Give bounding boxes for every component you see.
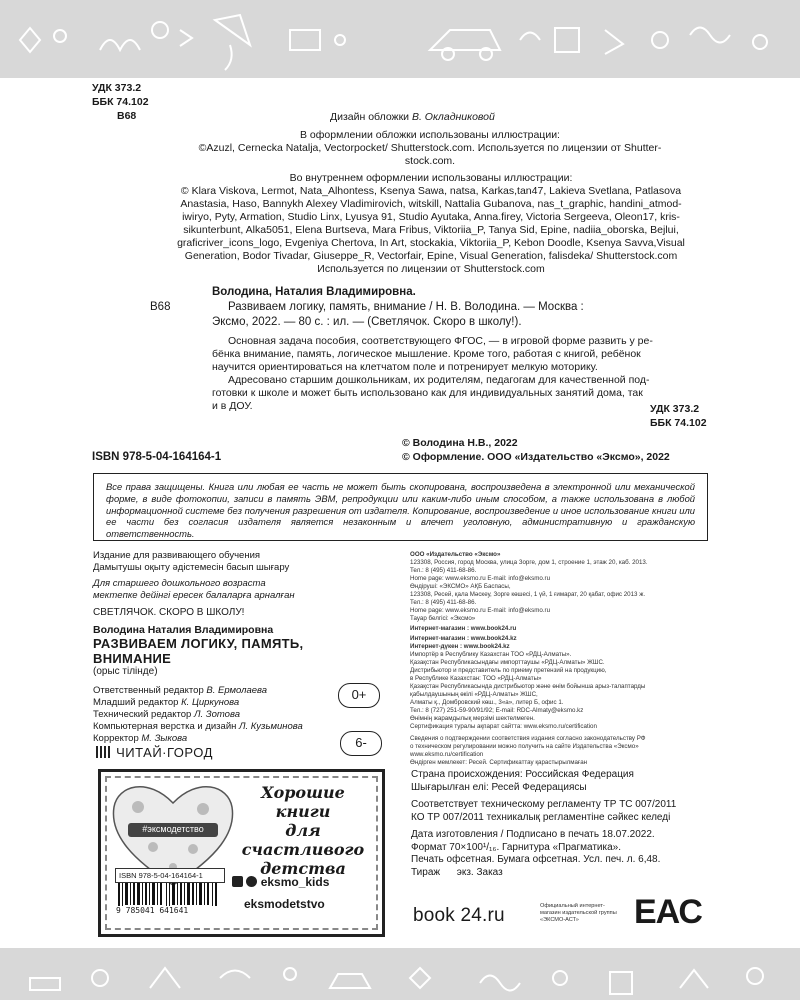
imprint-left	[93, 550, 393, 745]
cover-illustrations-block	[150, 129, 710, 168]
book24-note: Официальный интернет-магазин издательской группы «ЭКСМО-АСТ»	[540, 903, 617, 923]
copyright-design: © Оформление. ООО «Издательство «Эксмо», 2022	[402, 451, 670, 463]
doodle-border-top	[0, 0, 800, 78]
inner-illustrations-line: © Klara Viskova, Lermot, Nata_Alhontess, Ksenya Sawa, natsa, Karkas,tan47, Lakieva Svetlana, Patlasova	[180, 185, 682, 197]
publisher-line: Тел.: 8 (495) 411-68-86.	[410, 567, 477, 574]
publisher-line: Интернет-магазин : www.book24.ru	[410, 625, 517, 632]
publisher-line: қабылдаушының өкілі «РДЦ-Алматы» ЖШС,	[410, 691, 538, 698]
annotation-block	[212, 335, 712, 413]
inner-illustrations-line: Generation, Bodor Tivadar, Giuseppe_R, Vectorfair, Epine, Visual Generation, falisdeka/ Shutterstock.com	[184, 250, 678, 262]
staff-name: Л. Зотова	[193, 709, 240, 720]
promo-slogan	[228, 783, 378, 878]
catalog-author: Володина, Наталия Владимировна.	[212, 286, 416, 298]
cover-illustrations-line: stock.com.	[404, 155, 456, 167]
staff-role: Младший редактор	[93, 697, 179, 708]
staff-name: Л. Кузьминова	[239, 721, 303, 732]
box-icon	[30, 978, 60, 990]
publisher-line: Тел.: 8 (727) 251-59-90/91/92; E-mail: RDC-Almaty@eksmo.kz	[410, 707, 584, 714]
cover-design-line	[330, 111, 495, 124]
cover-illustrations-line: ©Azuzl, Cernecka Natalja, Vectorpocket/ Shutterstock.com. Используется по лицензии от Shutter-	[198, 142, 662, 154]
inner-illustrations-line: Anastasia, Haso, Bannykh Alexey Vladimirovich, witskill, Nattalia Gubanova, nas_t_graphic, handini_atmod-	[180, 198, 682, 210]
series-name: СВЕТЛЯЧОК. СКОРО В ШКОЛУ!	[93, 607, 245, 618]
bottom-decorative-band	[0, 948, 800, 1000]
publisher-line: в Республике Казахстан: ТОО «РДЦ-Алматы»	[410, 675, 542, 682]
staff-role: Компьютерная верстка и дизайн	[93, 721, 237, 732]
isbn: ISBN 978-5-04-164164-1	[92, 451, 222, 463]
publisher-line: 123308, Россия, город Москва, улица Зорге, дом 1, строение 1, этаж 20, каб. 2013.	[410, 559, 648, 566]
staff-row	[93, 709, 393, 721]
country-kz: Шығарылған елі: Ресей Федерациясы	[411, 781, 587, 793]
chitai-gorod-logo	[96, 745, 213, 761]
regulation-kz: КО ТР 007/2011 техникалық регламентіне сәйкес келеді	[411, 811, 671, 823]
publisher-line: Тел.: 8 (495) 411-68-86.	[410, 599, 477, 606]
inner-illustrations-line: sikunterbunt, Alka5051, Elena Burtseva, Mara Fribus, Viktoriia_P, Tanya Sid, Epine, nadiia_oborska, Bejlui,	[183, 224, 679, 236]
print-date: Дата изготовления / Подписано в печать 18.07.2022.	[411, 829, 655, 840]
staff-role: Корректор	[93, 733, 139, 744]
publisher-line: Home page: www.eksmo.ru E-mail: info@eksmo.ru	[410, 575, 551, 582]
publisher-line: Сведения о подтверждении соответствия издания согласно законодательству РФ	[410, 735, 646, 742]
annotation-line: готовки к школе и может быть использовано как для индивидуальных занятий дома, так	[212, 387, 643, 399]
run-line	[411, 867, 711, 880]
inner-illustrations-line: iwiryo, Pyty, Armation, Studio Linx, Lyusya 91, Studio Ayutaka, Anna.firey, Victoria Sergeeva, Oleon17, kris-	[182, 211, 680, 223]
box-icon	[290, 30, 320, 50]
annotation-line: научится ориентироваться на клетчатом поле и потренирует мелкую моторику.	[212, 361, 598, 373]
annotation-line: и в ДОУ.	[212, 400, 253, 412]
telegram-icon	[246, 876, 257, 887]
flower-icon	[553, 971, 567, 985]
cover-design-name: В. Окладниковой	[411, 111, 495, 123]
annotation-line: бёнка внимание, память, логическое мышление. Кроме того, работая с книгой, ребёнок	[212, 348, 641, 360]
cube-icon	[555, 28, 579, 52]
age-rating-badge: 6-	[340, 731, 382, 756]
production-block	[411, 769, 711, 879]
imprint-title: РАЗВИВАЕМ ЛОГИКУ, ПАМЯТЬ,	[93, 636, 304, 651]
annotation-line: Основная задача пособия, соответствующего ФГОС, — в игровой форме развить у ре-	[228, 335, 653, 347]
catalog-line: Развиваем логику, память, внимание / Н. В. Володина. — Москва :	[228, 301, 584, 313]
udk-code: УДК 373.2	[92, 82, 142, 94]
top-decorative-band	[0, 0, 800, 78]
kite-icon	[215, 15, 250, 45]
imprint-title: ВНИМАНИЕ	[93, 651, 172, 666]
cube-icon	[610, 972, 632, 994]
author-mark: В68	[117, 110, 137, 122]
regulation-ru: Соответствует техническому регламенту ТР ТС 007/2011	[411, 799, 677, 810]
chitai-gorod-label: ЧИТАЙ·ГОРОД	[116, 745, 213, 760]
cover-illustrations-title: В оформлении обложки использованы иллюстрации:	[300, 129, 560, 141]
staff-role: Ответственный редактор	[93, 685, 204, 696]
run-label: Тираж	[411, 866, 441, 878]
staff-role: Технический редактор	[93, 709, 192, 720]
arrow-icon	[180, 30, 192, 46]
publisher-line: Өндіруші: «ЭКСМО» АҚБ Баспасы,	[410, 583, 511, 590]
inner-illustrations-block	[148, 172, 714, 276]
imprint-author: Володина Наталия Владимировна	[93, 624, 274, 636]
wave-icon	[100, 40, 140, 50]
publisher-line: www.eksmo.ru/certification	[410, 751, 484, 758]
cover-design-label: Дизайн обложки	[330, 111, 410, 123]
copyright-author: © Володина Н.В., 2022	[402, 437, 518, 449]
edition-ru: Издание для развивающего обучения	[93, 550, 261, 561]
age-ru: Для старшего дошкольного возраста	[93, 578, 266, 589]
catalog-udk: УДК 373.2	[650, 403, 700, 415]
country-ru: Страна происхождения: Российская Федерация	[411, 769, 634, 780]
inner-illustrations-line: graficriver_icons_logo, Evgeniya Chertova, In Art, stockakia, Viktoriia_P, Kebon Doodle, Ksenya Savva,Visual	[177, 237, 685, 249]
publisher-line: 123308, Ресей, қала Мәскеу, Зорге көшесі, 1 үй, 1 ғимарат, 20 қабат, офис 2013 ж.	[410, 591, 646, 598]
order-label: экз. Заказ	[456, 866, 503, 878]
publisher-line: Интернет-магазин : www.book24.kz	[410, 635, 517, 642]
flower-icon	[54, 30, 66, 42]
print-line: Печать офсетная. Бумага офсетная. Усл. печ. л. 6,48.	[411, 854, 661, 865]
social-vk-tg	[232, 875, 329, 889]
publisher-line: Қазақстан Республикасында дистрибьютор және өнім бойынша арыз-талаптарды	[410, 683, 646, 690]
catalog-line: Эксмо, 2022. — 80 с. : ил. — (Светлячок. Скоро в школу!).	[212, 316, 522, 328]
car-icon	[330, 974, 370, 988]
publisher-line: Импортёр в Республику Казахстан ТОО «РДЦ-Алматы».	[410, 651, 572, 658]
publisher-line: ООО «Издательство «Эксмо»	[410, 551, 501, 558]
publisher-line: Тауар белгісі: «Эксмо»	[410, 615, 476, 622]
staff-name: В. Ермолаева	[206, 685, 268, 696]
publisher-line: Өндірген мемлекет: Ресей. Сертификаттау қарастырылмаған	[410, 759, 588, 766]
car-icon	[430, 30, 500, 50]
barcode-digits: 9 785041 641641	[116, 906, 226, 915]
license-line: Используется по лицензии от Shutterstock.com	[317, 263, 545, 275]
kite-icon	[410, 968, 430, 988]
publisher-line: Қазақстан Республикасындағы импорттаушы «РДЦ-Алматы» ЖШС.	[410, 659, 605, 666]
kite-icon	[20, 28, 40, 52]
publisher-line: Home page: www.eksmo.ru E-mail: info@eksmo.ru	[410, 607, 551, 614]
vk-icon	[232, 876, 243, 887]
slogan-line: детства	[260, 859, 346, 878]
inner-illustrations-title: Во внутреннем оформлении использованы иллюстрации:	[289, 172, 573, 184]
annotation-line: Адресовано старшим дошкольникам, их родителям, педагогам для качественной под-	[228, 374, 650, 386]
publisher-line: о техническом регулировании можно получить на сайте Издательства «Эксмо»	[410, 743, 639, 750]
isbn-label: ISBN 978-5-04-164164-1	[115, 868, 225, 883]
rights-notice: Все права защищены. Книга или любая ее часть не может быть скопирована, воспроизведена в электронной или механической форме, в виде фотокопии, записи в память ЭВМ, репродукции или каким-либо иным способом, а также использована в любой информационной системе без получения разрешения от издателя. Копирование, воспроизведение и иное использование книги или ее части без согласия издателя является незаконным и влечет уголовную, административную и гражданскую ответственность.	[93, 473, 708, 541]
publisher-line: Алматы қ., Домбровский көш., 3«а», литер Б, офис 1.	[410, 699, 564, 706]
catalog-code: В68	[150, 301, 171, 313]
book24-logo: book 24.ru	[413, 905, 505, 926]
age-kz: мектепке дейінгі ересек балаларға арналған	[93, 590, 295, 601]
edition-kz: Дамытушы оқыту әдістемесін басып шығару	[93, 562, 290, 573]
publisher-line: Интернет-дүкен : www.book24.kz	[410, 643, 510, 650]
slogan-line: для счастливого	[241, 821, 365, 859]
social-handle: eksmo_kids	[260, 875, 330, 889]
catalog-bbk: ББК 74.102	[650, 417, 707, 429]
social-handle: eksmodetstvo	[244, 897, 325, 911]
bee-icon	[753, 35, 767, 49]
chitai-gorod-icon	[96, 746, 112, 758]
age-rating-badge: 0+	[338, 683, 380, 708]
eac-mark: ЕАС	[634, 893, 702, 931]
publisher-line: Сертификация туралы ақпарат сайтта: www.eksmo.ru/certification	[410, 723, 597, 730]
sun-icon	[652, 32, 668, 48]
house-icon	[150, 968, 180, 988]
slogan-line: Хорошие	[261, 783, 345, 802]
heart-hashtag: #эксмодетство	[142, 824, 204, 834]
format-line: Формат 70×100¹/₁₆. Гарнитура «Прагматика».	[411, 841, 621, 853]
language-note: (орыс тілінде)	[93, 666, 158, 677]
sun-icon	[92, 970, 108, 986]
staff-name: М. Зыкова	[141, 733, 188, 744]
publisher-line: Дистрибьютор и представитель по приему претензий на продукцию,	[410, 667, 607, 674]
bbk-code: ББК 74.102	[92, 96, 149, 108]
publisher-line: Өнімнің жарамдылық мерзімі шектелмеген.	[410, 715, 535, 722]
publisher-info	[410, 551, 710, 767]
staff-name: К. Циркунова	[181, 697, 240, 708]
doodle-border-bottom	[0, 948, 800, 1000]
slogan-line: книги	[275, 802, 331, 821]
